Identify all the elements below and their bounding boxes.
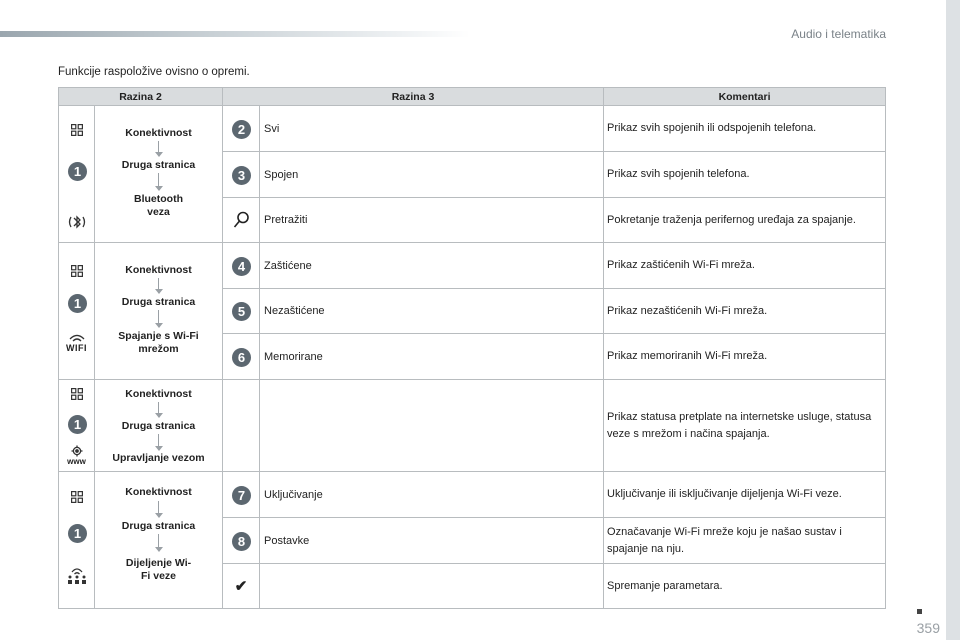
badge-cell — [223, 106, 260, 152]
group-icon-cell — [59, 243, 95, 380]
level2-konektivnost: Konektivnost — [125, 486, 192, 498]
comment-text: Prikaz svih spojenih telefona. — [604, 152, 886, 198]
level2-dijeljenje-wifi: Dijeljenje Wi-Fi veze — [125, 557, 192, 582]
comment-text: Prikaz statusa pretplate na internetske usluge, statusa veze s mrežom i načina spajanja. — [604, 380, 886, 472]
level2-druga-stranica: Druga stranica — [121, 159, 196, 171]
level3-svi: Svi — [260, 106, 604, 152]
level2-druga-stranica: Druga stranica — [121, 420, 196, 432]
level2-druga-stranica: Druga stranica — [121, 296, 196, 308]
level3-ukljucivanje: Uključivanje — [260, 472, 604, 518]
step-badge-2: 2 — [232, 120, 251, 139]
bluetooth-icon — [67, 213, 87, 231]
comment-text: Prikaz memoriranih Wi-Fi mreža. — [604, 334, 886, 380]
comment-text: Označavanje Wi-Fi mreže koju je našao sustav i spajanje na nju. — [604, 518, 886, 564]
header-razina3: Razina 3 — [223, 88, 604, 106]
level2-konektivnost: Konektivnost — [125, 264, 192, 276]
level2-cell — [95, 472, 223, 609]
arrow-down — [157, 534, 160, 551]
level2-cell — [95, 106, 223, 243]
comment-text: Prikaz nezaštićenih Wi-Fi mreža. — [604, 289, 886, 334]
table-row — [59, 472, 886, 518]
step-badge-7: 7 — [232, 486, 251, 505]
badge-cell — [223, 152, 260, 198]
step-badge-6: 6 — [232, 348, 251, 367]
comment-text: Prikaz svih spojenih ili odspojenih telefona. — [604, 106, 886, 152]
grid-icon — [71, 265, 83, 277]
badge-cell — [223, 518, 260, 564]
badge-cell — [223, 198, 260, 243]
level2-cell — [95, 243, 223, 380]
arrow-down — [157, 501, 160, 517]
www-label: www — [67, 457, 86, 466]
arrow-down — [157, 402, 160, 417]
comment-text: Prikaz zaštićenih Wi-Fi mreža. — [604, 243, 886, 289]
step-badge-5: 5 — [232, 302, 251, 321]
header-gradient-bar — [0, 31, 470, 37]
table-row — [59, 243, 886, 289]
functions-table — [58, 87, 886, 609]
step-badge-1: 1 — [68, 162, 87, 181]
level3-memorirane: Memorirane — [260, 334, 604, 380]
step-badge-1: 1 — [68, 524, 87, 543]
level3-pretraziti: Pretražiti — [260, 198, 604, 243]
level3-spojen: Spojen — [260, 152, 604, 198]
level2-cell — [95, 380, 223, 472]
level3-postavke: Postavke — [260, 518, 604, 564]
arrow-down — [157, 310, 160, 327]
level2-konektivnost: Konektivnost — [125, 388, 192, 400]
grid-icon — [71, 491, 83, 503]
grid-icon — [71, 124, 83, 136]
level3-empty — [260, 380, 604, 472]
wifi-sharing-icon — [66, 565, 88, 585]
grid-icon — [71, 388, 83, 400]
arrow-down — [157, 141, 160, 156]
level3-empty — [260, 564, 604, 609]
group-icon-cell — [59, 380, 95, 472]
page-edge-strip — [946, 0, 960, 640]
section-title: Audio i telematika — [791, 27, 886, 41]
badge-cell — [223, 289, 260, 334]
comment-text: Spremanje parametara. — [604, 564, 886, 609]
badge-cell — [223, 334, 260, 380]
header-razina2: Razina 2 — [59, 88, 223, 106]
step-badge-1: 1 — [68, 415, 87, 434]
globe-gear-icon — [70, 445, 84, 457]
table-row — [59, 106, 886, 152]
arrow-down — [157, 434, 160, 450]
wifi-icon — [68, 333, 86, 343]
level2-bluetooth-veza: Bluetooth veza — [134, 193, 183, 218]
step-badge-1: 1 — [68, 294, 87, 313]
intro-text: Funkcije raspoložive ovisno o opremi. — [58, 66, 250, 78]
badge-cell — [223, 472, 260, 518]
step-badge-4: 4 — [232, 257, 251, 276]
search-icon — [233, 211, 250, 229]
level2-druga-stranica: Druga stranica — [121, 520, 196, 532]
badge-cell — [223, 243, 260, 289]
step-badge-8: 8 — [232, 532, 251, 551]
wifi-label: WIFI — [66, 343, 87, 353]
arrow-down — [157, 278, 160, 293]
checkmark-icon: ✔ — [234, 578, 248, 595]
level2-upravljanje-vezom: Upravljanje vezom — [112, 452, 205, 464]
level2-spajanje-wifi: Spajanje s Wi-Fi mrežom — [118, 330, 199, 355]
header-komentari: Komentari — [604, 88, 886, 106]
table-row — [59, 380, 886, 472]
level3-nezasticene: Nezaštićene — [260, 289, 604, 334]
step-badge-3: 3 — [232, 166, 251, 185]
level3-zasticene: Zaštićene — [260, 243, 604, 289]
page-number: 359 — [916, 620, 940, 636]
group-icon-cell — [59, 472, 95, 609]
page-marker — [917, 609, 922, 614]
comment-text: Uključivanje ili isključivanje dijeljenja Wi-Fi veze. — [604, 472, 886, 518]
comment-text: Pokretanje traženja perifernog uređaja za spajanje. — [604, 198, 886, 243]
badge-cell — [223, 564, 260, 609]
group-icon-cell — [59, 106, 95, 243]
level2-konektivnost: Konektivnost — [125, 127, 192, 139]
arrow-down — [157, 173, 160, 190]
badge-cell — [223, 380, 260, 472]
